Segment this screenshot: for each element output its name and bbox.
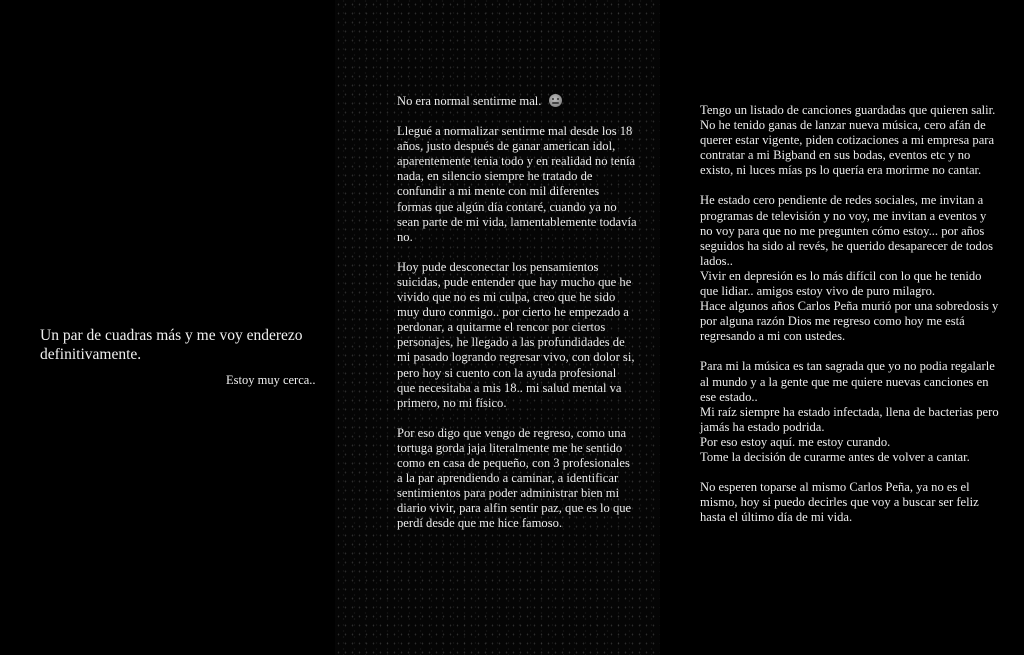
paragraph: Llegué a normalizar sentirme mal desde los 18 años, justo después de ganar american idol, aparentemente tenia todo y en realidad no tenía nada, en silencio siempre he tratado de confundir a mi mente con mil diferentes formas que algún día contaré, cuando ya no sean parte de mi vida, lamentablemente todavía no.	[397, 124, 637, 244]
intro-line	[397, 94, 637, 109]
sad-face-emoji-icon	[549, 94, 562, 107]
subline-text: Estoy muy cerca..	[226, 373, 316, 387]
paragraph: Para mi la música es tan sagrada que yo no podia regalarle al mundo y a la gente que me quiere nuevas canciones en ese estado.. Mi raíz siempre ha estado infectada, llena de bacterias pero jamás ha estado podrida. Por eso estoy aquí. me estoy curando. Tome la decisión de curarme antes de volver a cantar.	[700, 359, 999, 464]
middle-text-block	[397, 94, 637, 546]
paragraph: Por eso digo que vengo de regreso, como una tortuga gorda jaja literalmente me he sentido como en casa de pequeño, con 3 profesionales a la par aprendiendo a caminar, a identificar sentimientos para poder administrar bien mi diario vivir, para alfin sentir paz, que es lo que perdí desde que me hice famoso.	[397, 425, 632, 531]
paragraph: No esperen toparse al mismo Carlos Peña, ya no es el mismo, hoy si puedo decirles que voy a buscar ser feliz hasta el último día de mi vida.	[700, 480, 979, 525]
story-panel-middle	[335, 0, 660, 655]
paragraph: He estado cero pendiente de redes sociales, me invitan a programas de televisión y no voy, me invitan a eventos y no voy para que no me pregunten cómo estoy... por años seguidos ha sido al revés, he querido desaparecer de todos lados.. Vivir en depresión es lo más difícil con lo que he tenido que lidiar.. amigos estoy vivo de puro milagro. Hace algunos años Carlos Peña murió por una sobredosis y por alguna razón Dios me regreso como hoy me está regresando a mi con ustedes.	[700, 193, 999, 344]
right-text-block	[700, 103, 1000, 540]
paragraph: Tengo un listado de canciones guardadas que quieren salir. No he tenido ganas de lanzar nueva música, cero afán de querer estar vigente, piden cotizaciones a mi empresa para contratar a mi Bigband en sus bodas, eventos etc y no existo, ni luces mías ps lo quería era morirme no cantar.	[700, 103, 996, 178]
paragraph: Hoy pude desconectar los pensamientos suicidas, pude entender que hay mucho que he vivido que no es mi culpa, creo que he sido muy duro conmigo.. por cierto he empezado a perdonar, a quitarme el rencor por ciertos personajes, he llegado a las profundidades de mi pasado logrando regresar vivo, con dolor si, pero hoy si cuento con la ayuda profesional que necesitaba a mis 18.. mi salud mental va primero, no mi físico.	[397, 259, 635, 410]
headline-text: Un par de cuadras más y me voy enderezo definitivamente.	[40, 327, 303, 363]
intro-text: No era normal sentirme mal.	[397, 94, 542, 108]
story-panel-left	[0, 0, 335, 655]
story-panel-right	[660, 0, 1024, 655]
